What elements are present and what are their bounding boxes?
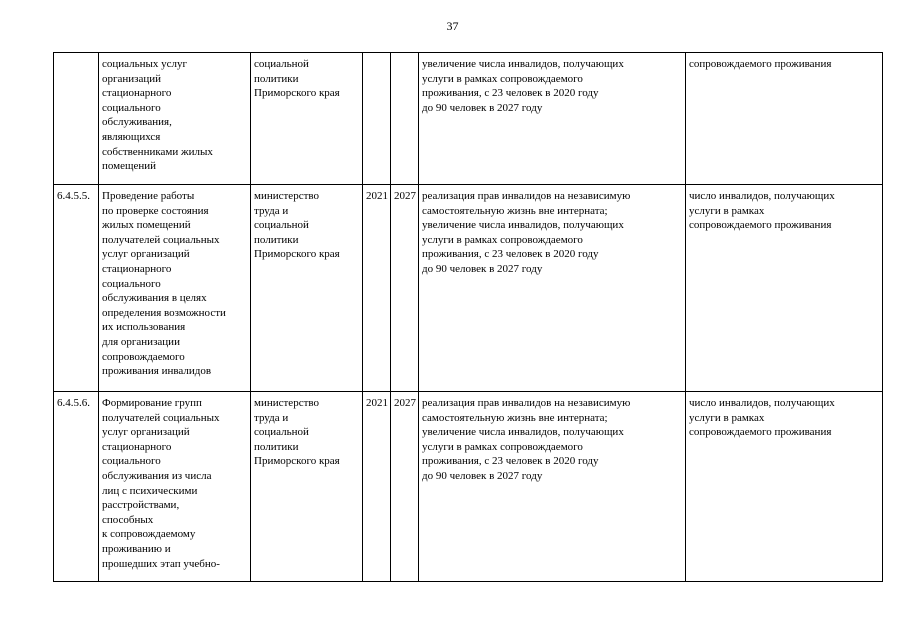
indicator-cell: число инвалидов, получающих услуги в рамках сопровождаемого проживания bbox=[686, 185, 883, 392]
executor-cell: министерство труда и социальной политики Приморского края bbox=[251, 185, 363, 392]
year-start-cell: 2021 bbox=[363, 392, 391, 582]
table-row bbox=[54, 185, 883, 392]
year-start-cell: 2021 bbox=[363, 185, 391, 392]
result-cell: реализация прав инвалидов на независимую самостоятельную жизнь вне интерната; увеличение числа инвалидов, получающих услуги в рамках сопровождаемого проживания, с 23 человек в 2020 году до 90 человек в 2027 году bbox=[419, 185, 686, 392]
year-end-cell bbox=[391, 53, 419, 185]
result-cell: увеличение числа инвалидов, получающих услуги в рамках сопровождаемого проживания, с 23 человек в 2020 году до 90 человек в 2027 году bbox=[419, 53, 686, 185]
row-number-cell bbox=[54, 53, 99, 185]
row-number-cell: 6.4.5.6. bbox=[54, 392, 99, 582]
measures-table bbox=[53, 52, 883, 582]
indicator-cell: сопровождаемого проживания bbox=[686, 53, 883, 185]
year-end-cell: 2027 bbox=[391, 392, 419, 582]
table-row bbox=[54, 53, 883, 185]
page-number: 37 bbox=[446, 19, 459, 33]
table-row bbox=[54, 392, 883, 582]
result-cell: реализация прав инвалидов на независимую самостоятельную жизнь вне интерната; увеличение числа инвалидов, получающих услуги в рамках сопровождаемого проживания, с 23 человек в 2020 году до 90 человек в 2027 году bbox=[419, 392, 686, 582]
indicator-cell: число инвалидов, получающих услуги в рамках сопровождаемого проживания bbox=[686, 392, 883, 582]
event-cell: Формирование групп получателей социальных услуг организаций стационарного социального обслуживания из числа лиц с психическими расстройствами, способных к сопровождаемому проживанию и прошедших этап учебно- bbox=[99, 392, 251, 582]
executor-cell: министерство труда и социальной политики Приморского края bbox=[251, 392, 363, 582]
executor-cell: социальной политики Приморского края bbox=[251, 53, 363, 185]
row-number-cell: 6.4.5.5. bbox=[54, 185, 99, 392]
event-cell: Проведение работы по проверке состояния жилых помещений получателей социальных услуг организаций стационарного социального обслуживания в целях определения возможности их использования для организации сопровождаемого проживания инвалидов bbox=[99, 185, 251, 392]
event-cell: социальных услуг организаций стационарного социального обслуживания, являющихся собственниками жилых помещений bbox=[99, 53, 251, 185]
year-start-cell bbox=[363, 53, 391, 185]
year-end-cell: 2027 bbox=[391, 185, 419, 392]
